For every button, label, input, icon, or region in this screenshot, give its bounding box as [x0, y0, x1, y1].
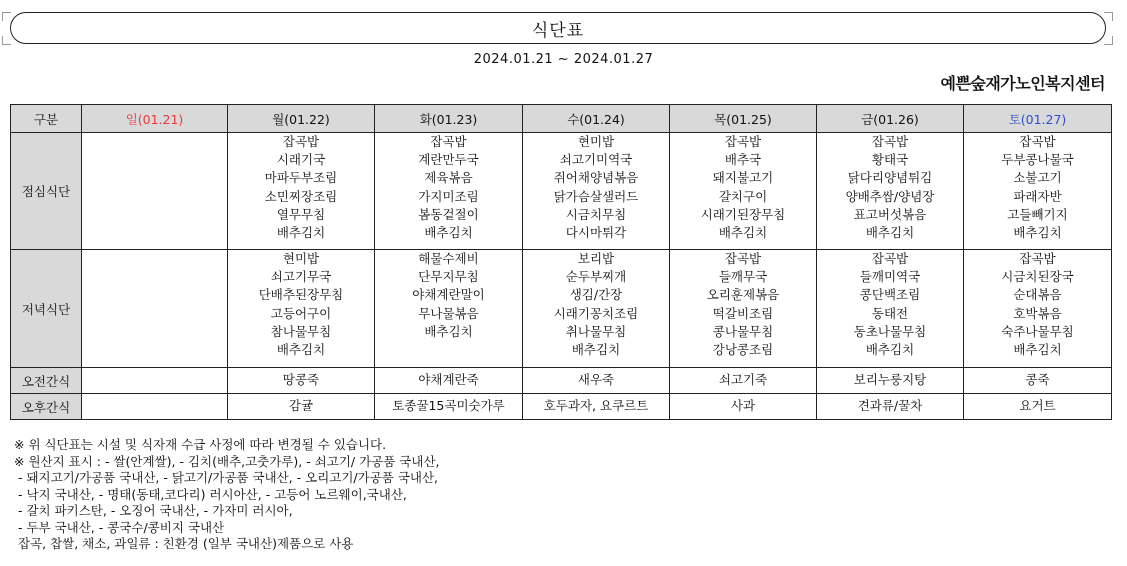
menu-item: 봄동겉절이	[418, 206, 479, 222]
menu-cell-saturday	[964, 250, 1112, 368]
table-header-row	[11, 105, 1112, 133]
menu-cell-thursday	[670, 250, 817, 368]
menu-item: 양배추쌈/양념장	[845, 188, 935, 204]
menu-cell-thursday	[670, 368, 817, 394]
menu-item: 돼지불고기	[712, 170, 774, 186]
menu-cell-sunday	[82, 133, 228, 250]
menu-item: 배추김치	[276, 341, 326, 357]
menu-item: 잡곡밥	[282, 134, 320, 149]
note-line: - 두부 국내산, - 콩국수/콩비지 국내산	[14, 519, 225, 535]
menu-cell-wednesday	[523, 133, 670, 250]
corner-header: 구분	[11, 105, 82, 133]
menu-item: 감귤	[288, 398, 314, 414]
menu-cell-tuesday	[375, 394, 523, 420]
menu-item: 다시마튀각	[565, 224, 627, 240]
note-line: - 낙지 국내산, - 명태(동태,코다리) 러시아산, - 고등어 노르웨이,국내산,	[14, 486, 407, 502]
menu-cell-thursday	[670, 133, 817, 250]
menu-cell-saturday	[964, 368, 1112, 394]
table-row-lunch	[11, 133, 1112, 250]
menu-item: 현미밥	[282, 251, 320, 266]
menu-item: 콩나물무침	[712, 323, 774, 339]
note-line: 잡곡, 찹쌀, 채소, 과일류 : 친환경 (일부 국내산)제품으로 사용	[14, 536, 354, 551]
menu-item: 소불고기	[1013, 170, 1062, 186]
menu-item: 순대볶음	[1013, 287, 1062, 303]
menu-item: 쥐어채양념볶음	[553, 170, 639, 186]
menu-item: 배추김치	[424, 224, 473, 240]
menu-item: 두부콩나물국	[1001, 152, 1074, 168]
menu-cell-monday	[228, 133, 375, 250]
menu-cell-sunday	[82, 394, 228, 420]
menu-item: 배추김치	[571, 341, 621, 357]
menu-item: 야채계란죽	[418, 372, 479, 388]
day-header-thursday: 목(01.25)	[670, 105, 817, 133]
day-header-wednesday: 수(01.24)	[523, 105, 670, 133]
table-row-snack	[11, 394, 1112, 420]
menu-item: 배추김치	[424, 323, 473, 339]
note-line: ※ 위 식단표는 시설 및 식자재 수급 사정에 따라 변경될 수 있습니다.	[14, 437, 387, 452]
day-header-monday: 월(01.22)	[228, 105, 375, 133]
table-row-dinner	[11, 250, 1112, 368]
page-title: 식단표	[10, 12, 1106, 44]
menu-cell-friday	[817, 133, 964, 250]
menu-item: 가지미조림	[418, 188, 479, 204]
menu-item: 시래기된장무침	[700, 206, 786, 222]
row-label: 오전간식	[11, 368, 82, 394]
menu-item: 떡갈비조림	[712, 305, 774, 321]
page-corner-mark	[2, 12, 11, 21]
day-header-saturday: 토(01.27)	[964, 105, 1112, 133]
menu-cell-friday	[817, 368, 964, 394]
page-corner-mark	[1104, 12, 1113, 21]
menu-item: 토종꿀15곡미숫가루	[392, 398, 505, 414]
day-header-friday: 금(01.26)	[817, 105, 964, 133]
menu-cell-tuesday	[375, 250, 523, 368]
menu-cell-saturday	[964, 394, 1112, 420]
menu-item: 제육볶음	[424, 170, 473, 186]
menu-cell-sunday	[82, 368, 228, 394]
menu-item: 강낭콩조림	[712, 341, 774, 357]
row-label: 점심식단	[11, 133, 82, 250]
menu-item: 시금치된장국	[1001, 269, 1074, 285]
menu-item: 고들빼기지	[1007, 206, 1068, 222]
menu-cell-wednesday	[523, 250, 670, 368]
menu-item: 닭다리양념튀김	[847, 170, 933, 186]
menu-item: 땅콩죽	[282, 372, 320, 388]
menu-item: 사과	[730, 398, 756, 414]
menu-item: 현미밥	[577, 134, 615, 149]
menu-cell-wednesday	[523, 368, 670, 394]
menu-item: 잡곡밥	[871, 134, 909, 149]
menu-item: 콩단백조림	[859, 287, 921, 303]
day-header-sunday: 일(01.21)	[82, 105, 228, 133]
menu-item: 견과류/꿀차	[857, 398, 923, 414]
menu-item: 마파두부조림	[264, 170, 338, 186]
menu-period: 2024.01.21 ~ 2024.01.27	[473, 52, 654, 67]
menu-item: 배추김치	[865, 341, 915, 357]
menu-item: 오리훈제볶음	[706, 287, 780, 303]
menu-item: 열무무침	[276, 206, 326, 222]
menu-item: 참나물무침	[270, 323, 332, 339]
menu-item: 단무지무침	[418, 269, 479, 285]
row-label: 저녁식단	[11, 250, 82, 368]
menu-item: 배추김치	[865, 224, 915, 240]
table-row-snack	[11, 368, 1112, 394]
menu-item: 배추국	[724, 152, 762, 168]
menu-item: 호두과자, 요쿠르트	[543, 398, 649, 414]
note-line: - 돼지고기/가공품 국내산, - 닭고기/가공품 국내산, - 오리고기/가공품 국내산,	[14, 470, 439, 485]
menu-item: 파래자반	[1013, 188, 1062, 204]
menu-item: 야채계란말이	[412, 287, 485, 303]
menu-item: 동초나물무침	[853, 323, 927, 339]
menu-item: 시래기꽁치조림	[553, 305, 639, 321]
organization-name: 예쁜숲재가노인복지센터	[940, 74, 1105, 93]
menu-item: 갈치구이	[718, 188, 768, 204]
menu-item: 닭가슴살샐러드	[553, 188, 639, 204]
menu-item: 계란만두국	[418, 152, 479, 168]
menu-item: 표고버섯볶음	[853, 206, 927, 222]
menu-cell-saturday	[964, 133, 1112, 250]
menu-item: 잡곡밥	[724, 251, 762, 266]
menu-item: 보리누룽지탕	[853, 372, 927, 388]
menu-item: 순두부찌개	[565, 269, 627, 285]
menu-item: 해물수제비	[418, 251, 479, 266]
menu-item: 생김/간장	[569, 287, 623, 303]
menu-item: 시래기국	[276, 152, 326, 168]
menu-cell-friday	[817, 394, 964, 420]
menu-item: 잡곡밥	[1019, 251, 1056, 266]
menu-item: 배추김치	[1013, 341, 1062, 357]
row-label: 오후간식	[11, 394, 82, 420]
menu-cell-monday	[228, 368, 375, 394]
menu-item: 취나물무침	[565, 323, 627, 339]
menu-item: 새우죽	[577, 372, 615, 388]
menu-item: 쇠고기죽	[718, 372, 768, 388]
menu-cell-friday	[817, 250, 964, 368]
menu-item: 무나물볶음	[418, 305, 479, 321]
menu-cell-monday	[228, 394, 375, 420]
menu-item: 잡곡밥	[430, 134, 467, 149]
page-corner-mark	[1104, 36, 1113, 45]
menu-item: 잡곡밥	[1019, 134, 1056, 149]
menu-cell-sunday	[82, 250, 228, 368]
menu-cell-wednesday	[523, 394, 670, 420]
menu-item: 동태전	[871, 305, 909, 321]
menu-item: 고등어구이	[270, 305, 332, 321]
menu-item: 잡곡밥	[724, 134, 762, 149]
menu-item: 들깨무국	[718, 269, 768, 285]
menu-item: 잡곡밥	[871, 251, 909, 266]
menu-item: 배추김치	[1013, 224, 1062, 240]
menu-item: 단배추된장무침	[258, 287, 344, 303]
menu-item: 소민찌장조림	[264, 188, 338, 204]
page-corner-mark	[2, 36, 11, 45]
menu-item: 콩죽	[1025, 372, 1050, 388]
weekly-menu-table	[10, 104, 1112, 420]
notes-section	[14, 437, 440, 553]
note-line: - 갈치 파키스탄, - 오징어 국내산, - 가자미 러시아,	[14, 503, 293, 518]
menu-cell-tuesday	[375, 133, 523, 250]
menu-item: 배추김치	[276, 224, 326, 240]
note-line: ※ 원산지 표시 : - 쌀(안계쌀), - 김치(배추,고춧가루), - 쇠고기/ 가공품 국내산,	[14, 453, 440, 469]
menu-item: 배추김치	[718, 224, 768, 240]
menu-item: 보리밥	[577, 251, 615, 266]
menu-item: 쇠고기미역국	[559, 152, 633, 168]
menu-item: 들깨미역국	[859, 269, 921, 285]
menu-item: 시금치무침	[565, 206, 627, 222]
menu-cell-monday	[228, 250, 375, 368]
menu-item: 숙주나물무침	[1001, 323, 1074, 339]
menu-item: 호박볶음	[1013, 305, 1062, 321]
menu-item: 요거트	[1019, 398, 1056, 414]
menu-item: 황태국	[871, 152, 909, 168]
day-header-tuesday: 화(01.23)	[375, 105, 523, 133]
menu-cell-tuesday	[375, 368, 523, 394]
menu-cell-thursday	[670, 394, 817, 420]
menu-item: 쇠고기무국	[270, 269, 332, 285]
